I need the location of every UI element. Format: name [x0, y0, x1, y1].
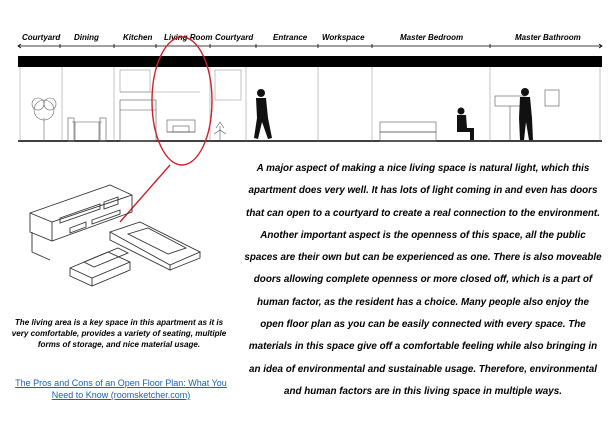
room-label-kitchen: Kitchen [123, 33, 153, 42]
roomsketcher-link[interactable]: The Pros and Cons of an Open Floor Plan: What You Need to Know (roomsketcher.com) [15, 378, 227, 400]
room-label-master-bedroom: Master Bedroom [400, 33, 464, 42]
room-label-courtyard-1: Courtyard [22, 33, 61, 42]
room-label-workspace: Workspace [322, 33, 365, 42]
living-area-caption: The living area is a key space in this apartment as it is very comfortable, provides a variety of seating, multiple forms of storage, and nice material usage. [11, 318, 227, 350]
essay-paragraph: A major aspect of making a nice living space is natural light, which this apartment does very well. It has lots of light coming in and even has doors that can open to a courtyard to create a real connection to the environment. Another important aspect is the openness of this space, all the public spaces are their own but can be experienced as one. There is also moveable doors allowing complete openness or more closed off, which is a part of human factor, as the resident has a choice. Many people also enjoy the open floor plan as you can be easily connected with every space. The materials in this space give off a comfortable feeling while also bringing in an idea of environmental and sustainable usage. Therefore, environmental and human factors are in this living space in multiple ways. [244, 163, 602, 397]
room-label-dining: Dining [74, 33, 99, 42]
room-label-entrance: Entrance [273, 33, 308, 42]
living-room-highlight-circle [152, 37, 212, 165]
isometric-living-area [30, 185, 200, 286]
room-label-master-bathroom: Master Bathroom [515, 33, 581, 42]
room-label-courtyard-2: Courtyard [215, 33, 254, 42]
room-label-living-room: Living Room [164, 33, 213, 42]
